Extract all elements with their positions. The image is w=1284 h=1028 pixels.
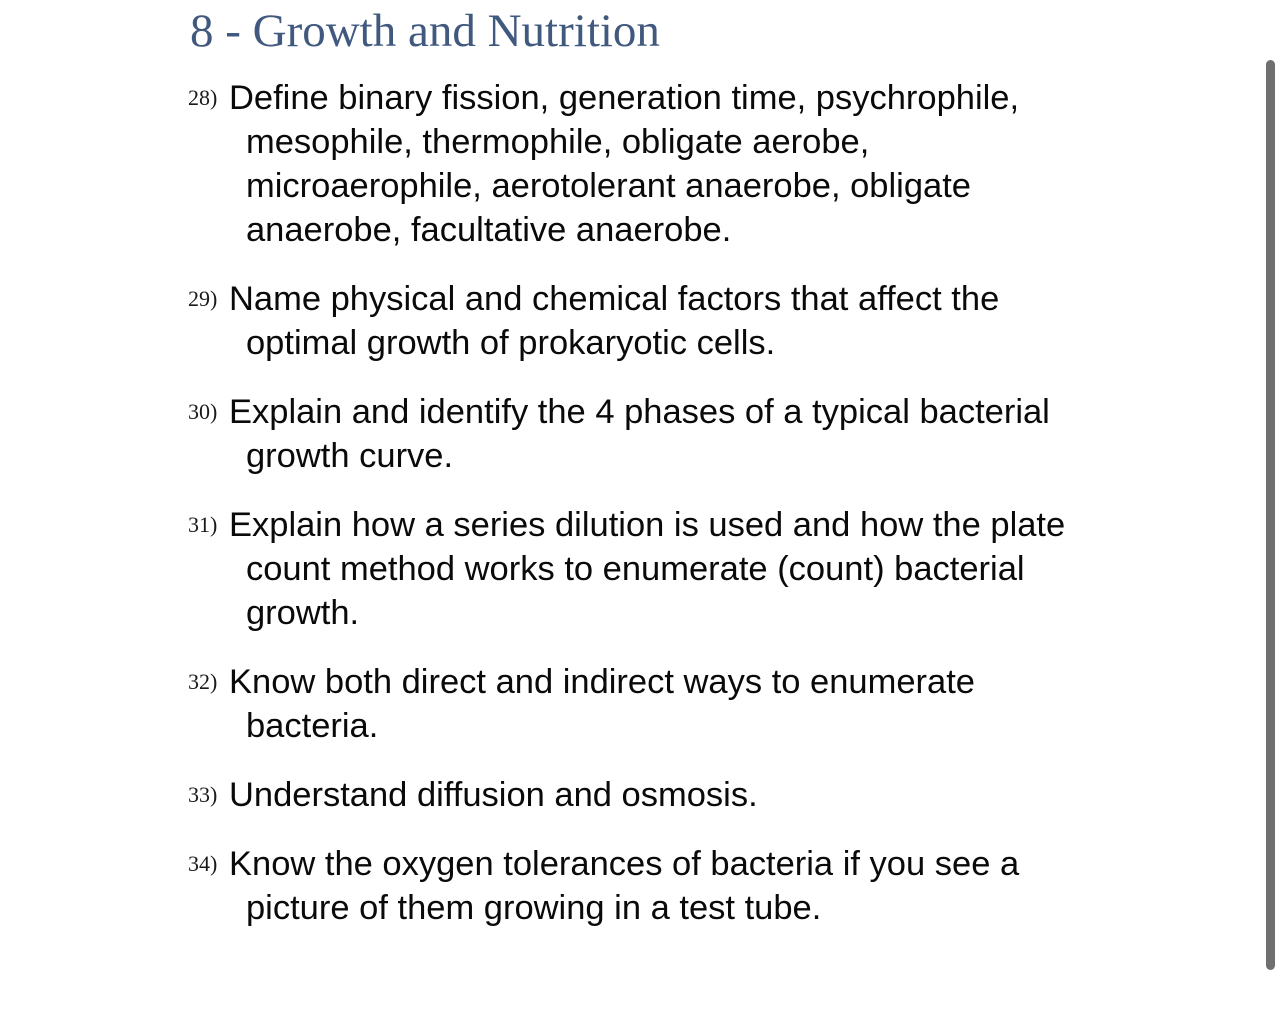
item-number: 34)	[188, 851, 218, 876]
objectives-list	[188, 76, 1108, 955]
item-text: Define binary fission, generation time, psychrophile, mesophile, thermophile, obligate aerobe, microaerophile, aerotolerant anaerobe, obligate anaerobe, facultative anaerobe.	[229, 79, 1020, 249]
item-text: Name physical and chemical factors that affect the optimal growth of prokaryotic cells.	[229, 280, 1000, 362]
list-item	[188, 842, 1108, 930]
item-text: Explain how a series dilution is used and how the plate count method works to enumerate (count) bacterial growth.	[229, 506, 1066, 632]
item-number: 32)	[188, 669, 218, 694]
vertical-scrollbar[interactable]	[1266, 60, 1275, 970]
item-number: 31)	[188, 512, 218, 537]
item-number: 33)	[188, 782, 218, 807]
list-item	[188, 773, 1108, 817]
item-number: 28)	[188, 85, 218, 110]
page-title: 8 - Growth and Nutrition	[190, 5, 660, 57]
list-item	[188, 660, 1108, 748]
list-item	[188, 503, 1108, 635]
list-item	[188, 390, 1108, 478]
list-item	[188, 277, 1108, 365]
list-item	[188, 76, 1108, 252]
item-text: Know both direct and indirect ways to enumerate bacteria.	[229, 663, 975, 745]
item-text: Know the oxygen tolerances of bacteria if you see a picture of them growing in a test tube.	[229, 845, 1020, 927]
item-text: Understand diffusion and osmosis.	[229, 776, 758, 814]
item-number: 30)	[188, 399, 218, 424]
item-text: Explain and identify the 4 phases of a typical bacterial growth curve.	[229, 393, 1050, 475]
item-number: 29)	[188, 286, 218, 311]
